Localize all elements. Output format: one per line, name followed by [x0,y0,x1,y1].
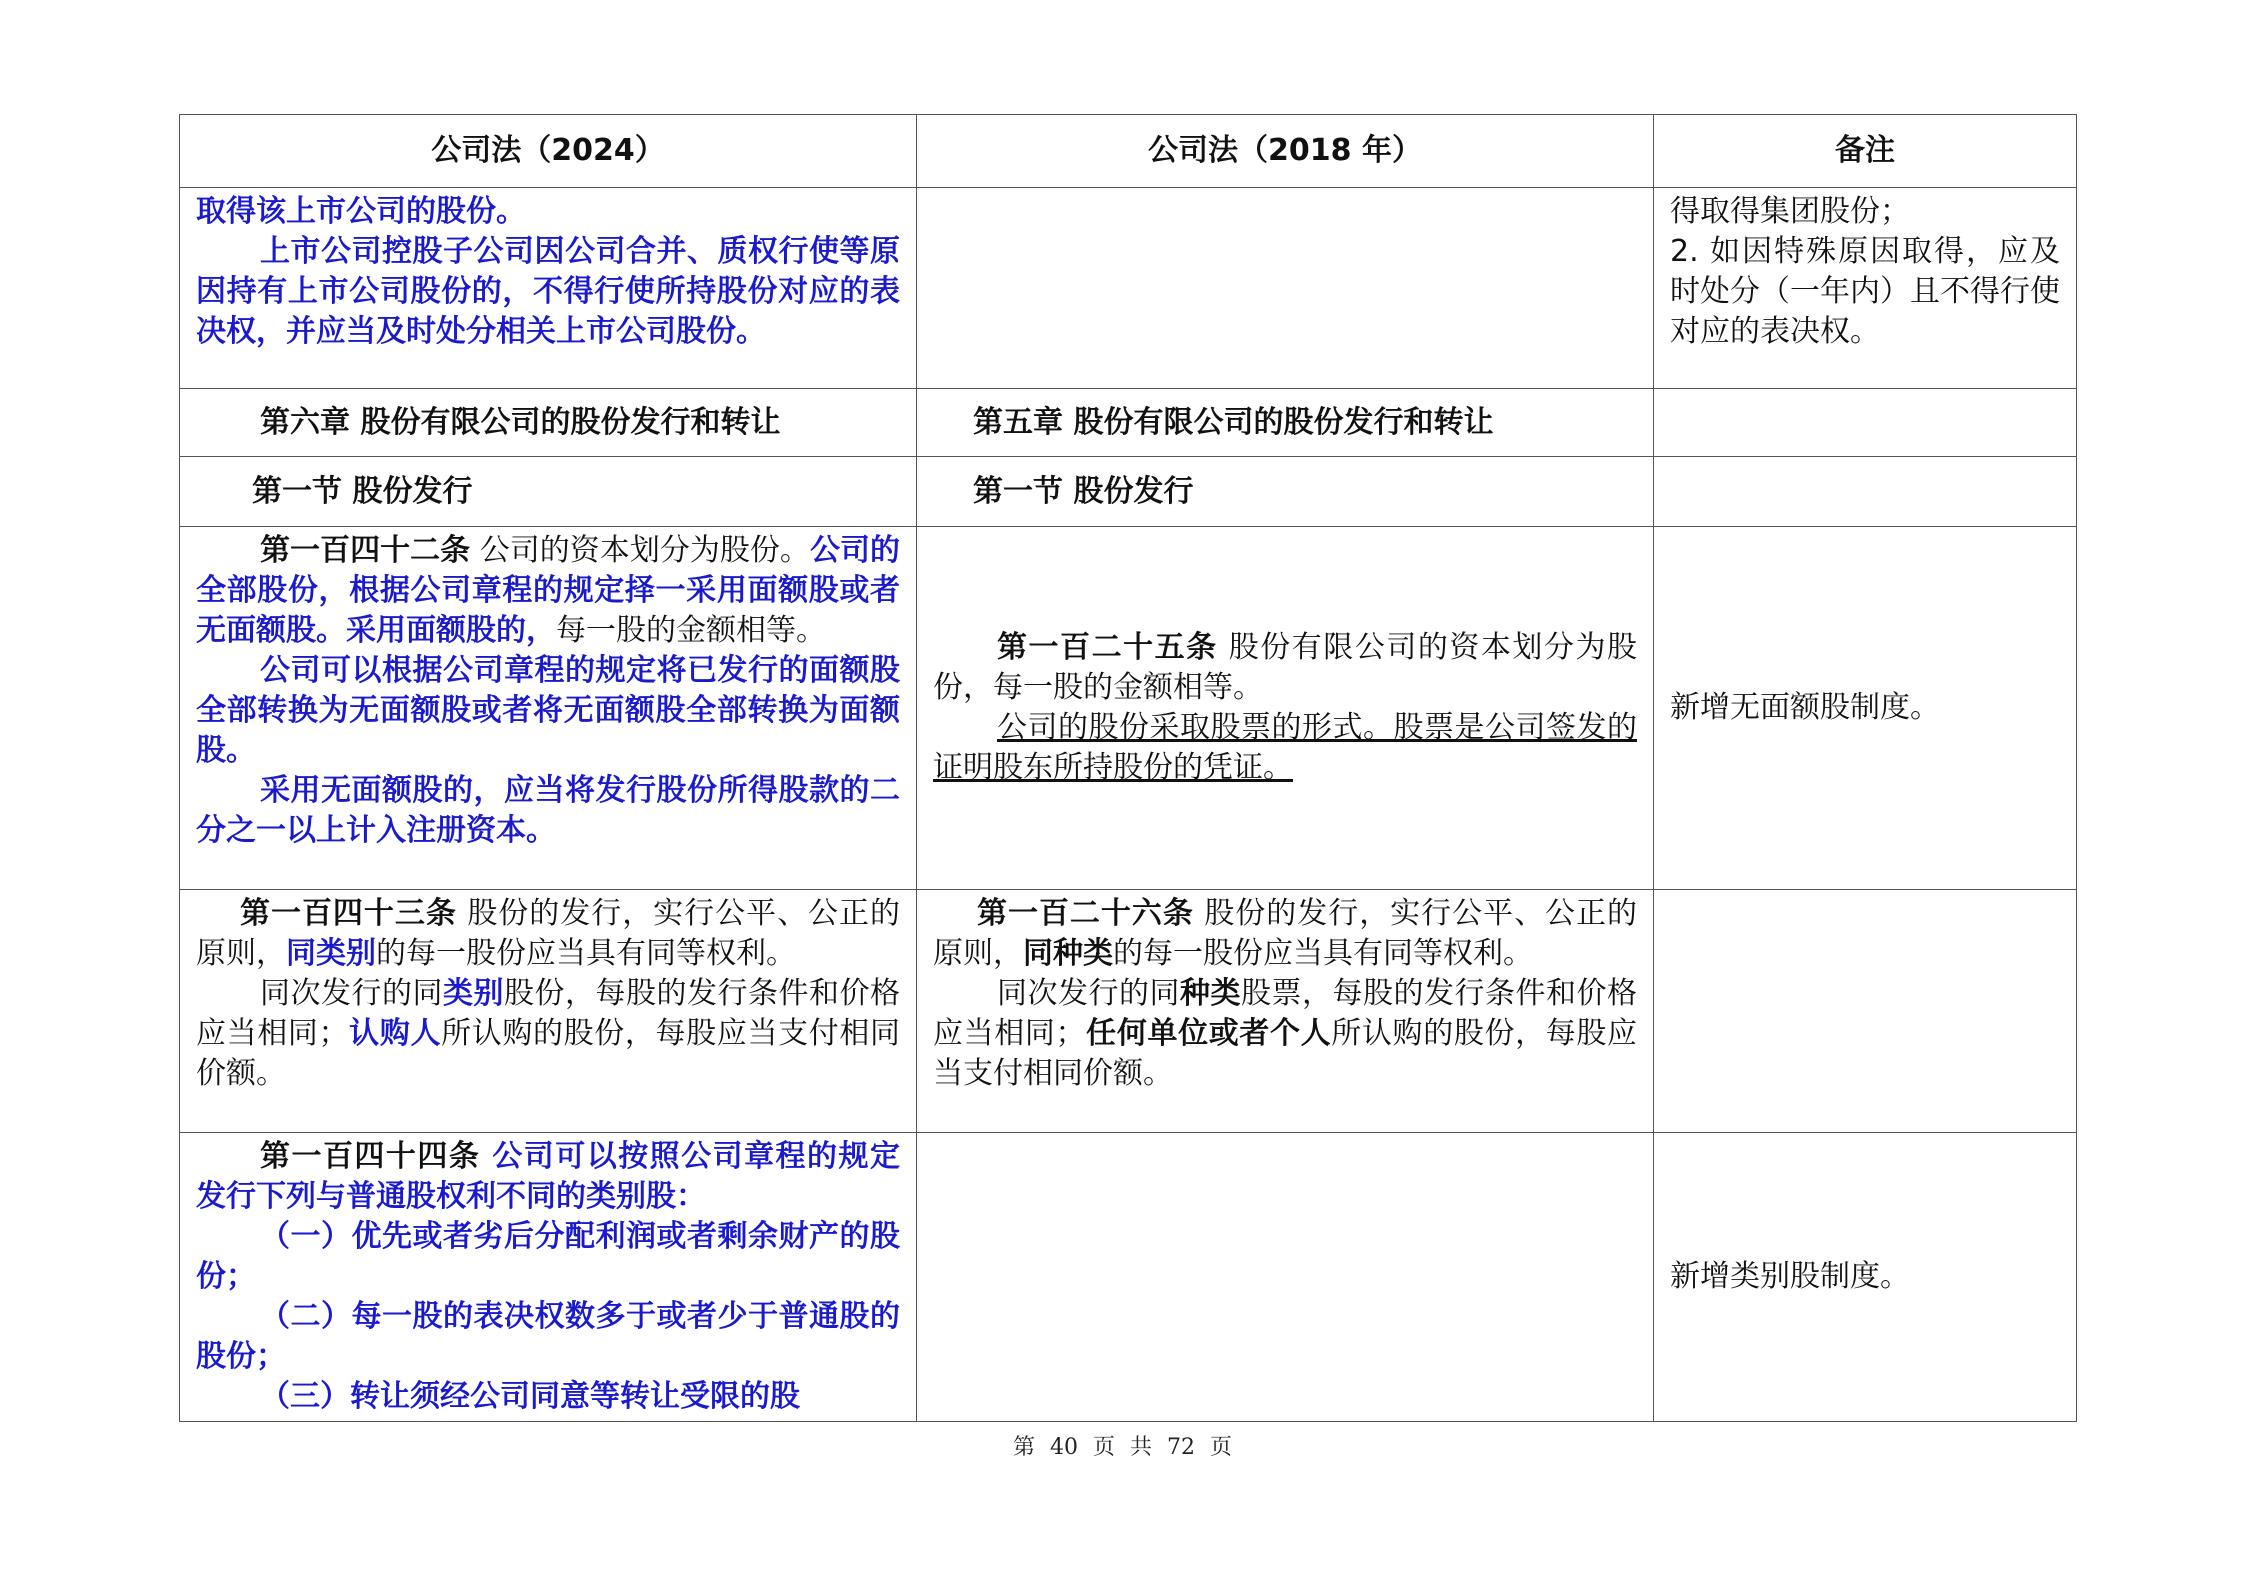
cell-2018 [917,1133,1654,1422]
list-item: （三）转让须经公司同意等转让受限的股 [260,1379,800,1414]
cell-2024 [180,1133,917,1422]
text-run: 所认购的股份，每股应当支付相同价额。 [933,1016,1638,1091]
text-line: 取得该上市公司的股份。 [196,194,526,229]
table-header-row [180,115,2077,188]
text-paragraph: 2. 如因特殊原因取得，应及时处分（一年内）且不得行使对应的表决权。 [1670,234,2060,349]
text-paragraph: 上市公司控股子公司因公司合并、质权行使等原因持有上市公司股份的，不得行使所持股份对应的表决权，并应当及时处分相关上市公司股份。 [196,234,900,349]
text-run: 的每一股份应当具有同等权利。 [1113,936,1533,971]
text-run: 股票，每股的发行条件和价格应当相同； [933,976,1637,1051]
header-2024: 公司法（2024） [180,115,917,188]
chapter-title-2018: 第五章 股份有限公司的股份发行和转让 [917,389,1654,457]
article-number: 第一百四十四条 [260,1139,481,1174]
text-run-new: 同类别 [286,936,376,971]
page-number: 第 40 页 共 72 页 [1013,1435,1232,1460]
table-row [180,527,2077,890]
text-run: 每一股的金额相等。 [556,613,826,648]
table-row [180,890,2077,1133]
cell-notes [1654,389,2077,457]
cell-notes [1654,457,2077,527]
table-row [180,457,2077,527]
list-item: （二）每一股的表决权数多于或者少于普通股的股份； [196,1299,900,1374]
article-number: 第一百二十五条 [997,630,1218,665]
article-number: 第一百四十二条 [260,533,471,568]
cell-2024 [180,527,917,890]
text-line: 得取得集团股份； [1670,194,1910,229]
section-title-2024: 第一节 股份发行 [180,457,917,527]
cell-notes: 新增无面额股制度。 [1654,527,2077,890]
cell-2018 [917,188,1654,389]
section-title-2018: 第一节 股份发行 [917,457,1654,527]
text-paragraph-new: 采用无面额股的，应当将发行股份所得股款的二分之一以上计入注册资本。 [196,773,900,848]
text-run-new: 认购人 [348,1016,442,1051]
text-run: 所认购的股份，每股应当支付相同价额。 [196,1016,901,1091]
text-run-changed: 种类 [1180,976,1241,1011]
chapter-title-2024: 第六章 股份有限公司的股份发行和转让 [180,389,917,457]
table-row [180,188,2077,389]
cell-2024 [180,188,917,389]
cell-2024 [180,890,917,1133]
text-run: 的每一股份应当具有同等权利。 [376,936,796,971]
text-paragraph-new: 公司可以根据公司章程的规定将已发行的面额股全部转换为无面额股或者将无面额股全部转换为面额股。 [196,653,900,768]
comparison-table [179,114,2077,1422]
cell-2018 [917,890,1654,1133]
list-item: （一）优先或者劣后分配利润或者剩余财产的股份； [196,1219,900,1294]
text-run: 股份的发行，实行公平、公正的原则， [196,896,900,971]
text-run: 股份，每股的发行条件和价格应当相同； [196,976,900,1051]
text-run: 公司的资本划分为股份。 [470,533,810,568]
text-run: 股份的发行，实行公平、公正的原则， [933,896,1637,971]
text-run: 股份有限公司的资本划分为股份，每一股的金额相等。 [933,630,1638,705]
text-run-new: 类别 [443,976,504,1011]
table-row [180,1133,2077,1422]
text-run-changed: 任何单位或者个人 [1085,1016,1332,1051]
header-notes: 备注 [1654,115,2077,188]
text-run-changed: 同种类 [1023,936,1113,971]
cell-notes: 新增类别股制度。 [1654,1133,2077,1422]
article-number: 第一百二十六条 [977,896,1194,931]
article-number: 第一百四十三条 [240,896,457,931]
text-run: 同次发行的同 [997,976,1180,1011]
text-run-deleted: 公司的股份采取股票的形式。股票是公司签发的证明股东所持股份的凭证。 [933,710,1637,785]
text-run-new: 公司的全部股份，根据公司章程的规定择一采用面额股或者无面额股。采用面额股的， [196,533,900,648]
text-run-new: 公司可以按照公司章程的规定发行下列与普通股权利不同的类别股： [196,1139,900,1214]
text-run: 同次发行的同 [260,976,443,1011]
cell-notes [1654,890,2077,1133]
cell-notes [1654,188,2077,389]
cell-2018 [917,527,1654,890]
table-row [180,389,2077,457]
header-2018: 公司法（2018 年） [917,115,1654,188]
